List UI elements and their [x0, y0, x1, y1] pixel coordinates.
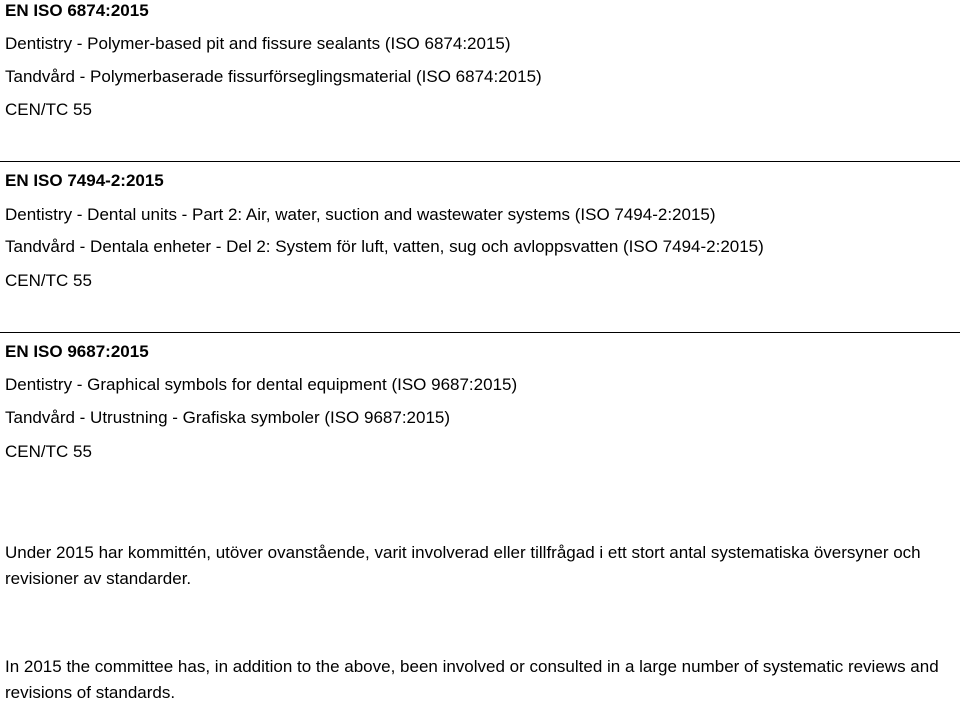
standard-code: EN ISO 9687:2015	[5, 342, 149, 361]
standard-committee: CEN/TC 55	[5, 271, 92, 290]
standard-committee: CEN/TC 55	[5, 442, 92, 461]
standard-title-swedish: Tandvård - Dentala enheter - Del 2: System för luft, vatten, sug och avloppsvatten (ISO 7494-2:2015)	[5, 237, 764, 256]
standard-title-english: Dentistry - Graphical symbols for dental equipment (ISO 9687:2015)	[5, 375, 518, 394]
standard-title-english: Dentistry - Polymer-based pit and fissure sealants (ISO 6874:2015)	[5, 34, 511, 53]
section-divider	[0, 161, 960, 162]
note-swedish: Under 2015 har kommittén, utöver ovanstående, varit involverad eller tillfrågad i ett stort antal systematiska översyner och revisioner av standarder.	[5, 543, 921, 588]
standard-title-swedish: Tandvård - Utrustning - Grafiska symboler (ISO 9687:2015)	[5, 408, 451, 427]
note-english: In 2015 the committee has, in addition to the above, been involved or consulted in a large number of systematic reviews and revisions of standards.	[5, 657, 939, 702]
standard-code: EN ISO 7494-2:2015	[5, 171, 164, 190]
standard-committee: CEN/TC 55	[5, 100, 92, 119]
standard-title-english: Dentistry - Dental units - Part 2: Air, water, suction and wastewater systems (ISO 7494-2:2015)	[5, 205, 716, 224]
standard-code: EN ISO 6874:2015	[5, 1, 149, 20]
standard-title-swedish: Tandvård - Polymerbaserade fissurförseglingsmaterial (ISO 6874:2015)	[5, 67, 542, 86]
section-divider	[0, 332, 960, 333]
